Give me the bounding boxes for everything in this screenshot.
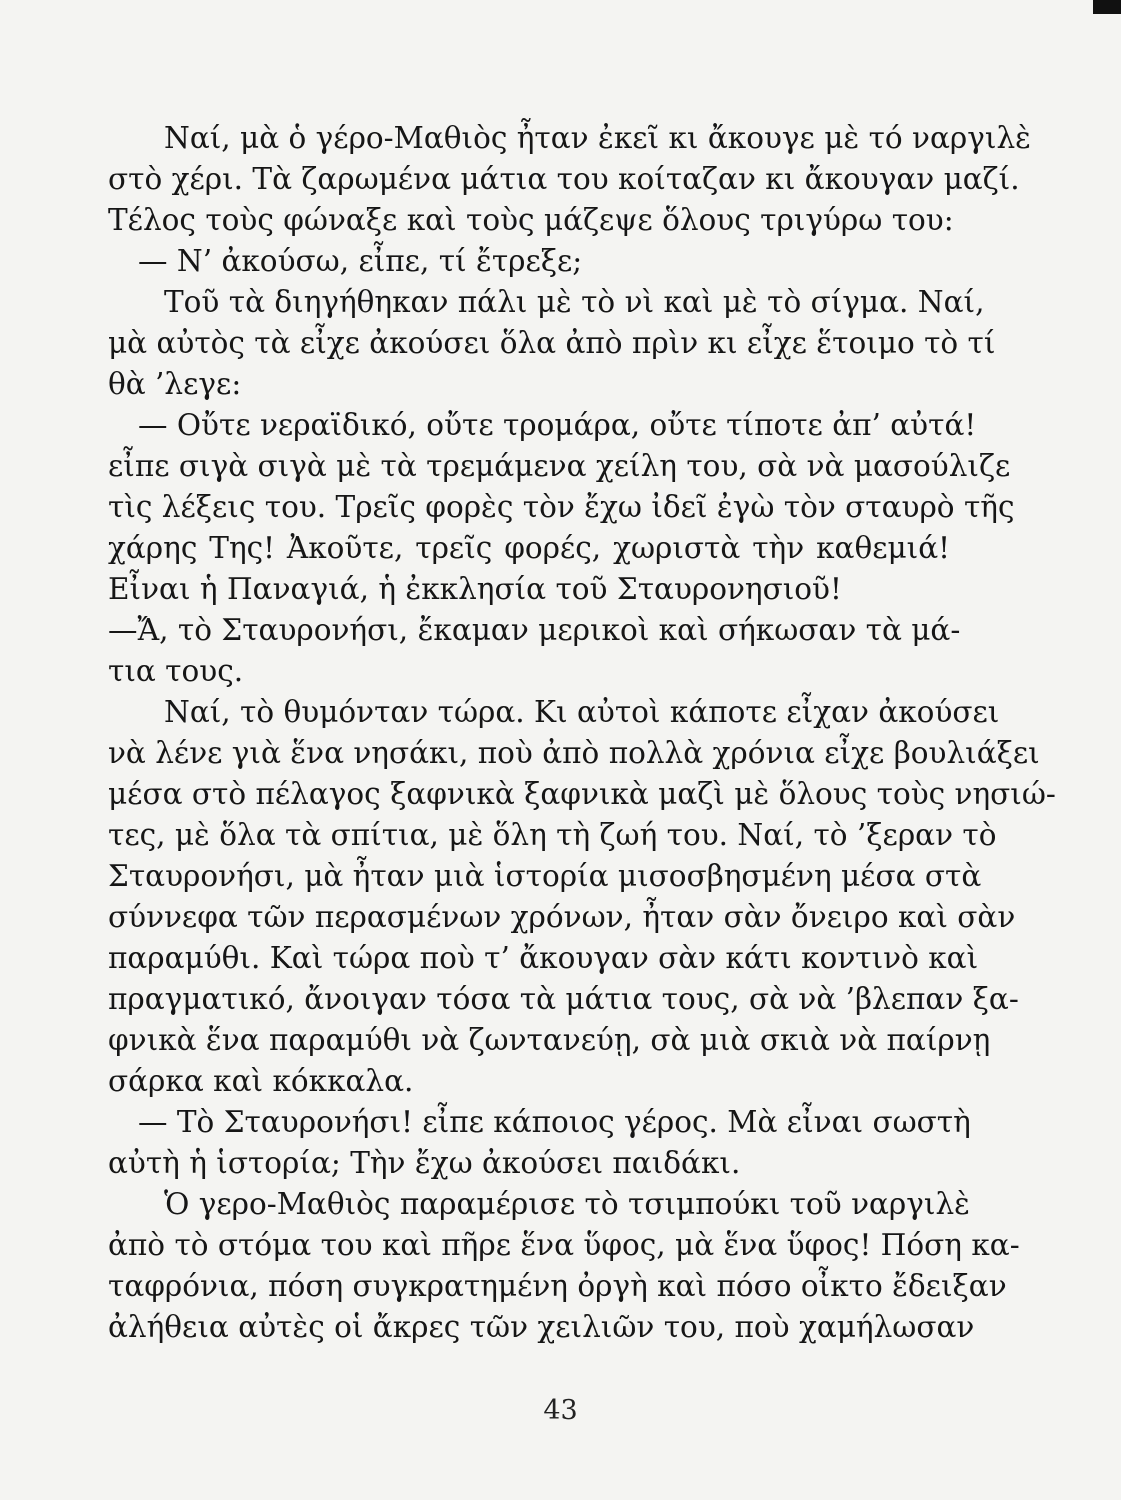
text-line: θὰ ’λεγε: — [108, 367, 242, 401]
text-line: — Ν’ ἀκούσω, εἶπε, τί ἔτρεξε; — [138, 244, 583, 278]
text-line: τες, μὲ ὅλα τὰ σπίτια, μὲ ὅλη τὴ ζωή του. Ναί, τὸ ’ξεραν τὸ — [108, 818, 997, 852]
text-line: Τοῦ τὰ διηγήθηκαν πάλι μὲ τὸ νὶ καὶ μὲ τὸ σίγμα. Ναί, — [164, 285, 985, 319]
text-line: στὸ χέρι. Τὰ ζαρωμένα μάτια του κοίταζαν κι ἄκουγαν μαζί. — [108, 162, 1020, 196]
text-line: σάρκα καὶ κόκκαλα. — [108, 1064, 414, 1098]
text-line: σύννεφα τῶν περασμένων χρόνων, ἦταν σὰν ὄνειρο καὶ σὰν — [108, 900, 1016, 934]
body-text — [108, 118, 1056, 1348]
text-line: Τέλος τοὺς φώναξε καὶ τοὺς μάζεψε ὅλους τριγύρω του: — [108, 203, 954, 237]
text-line: —Ἄ, τὸ Σταυρονήσι, ἔκαμαν μερικοὶ καὶ σήκωσαν τὰ μά- — [108, 613, 961, 647]
text-line: — Τὸ Σταυρονήσι! εἶπε κάποιος γέρος. Μὰ εἶναι σωστὴ — [138, 1105, 971, 1139]
text-line: ταφρόνια, πόση συγκρατημένη ὀργὴ καὶ πόσο οἶκτο ἔδειξαν — [108, 1269, 1007, 1303]
text-line: Σταυρονήσι, μὰ ἦταν μιὰ ἱστορία μισοσβησμένη μέσα στὰ — [108, 859, 982, 893]
text-line: Ναί, μὰ ὁ γέρο-Μαθιὸς ἦταν ἐκεῖ κι ἄκουγε μὲ τό ναργιλὲ — [164, 121, 1031, 155]
text-line: νὰ λένε γιὰ ἕνα νησάκι, ποὺ ἀπὸ πολλὰ χρόνια εἶχε βουλιάξει — [108, 736, 1040, 770]
text-line: τὶς λέξεις του. Τρεῖς φορὲς τὸν ἔχω ἰδεῖ ἐγὼ τὸν σταυρὸ τῆς — [108, 490, 1015, 524]
text-line: αὐτὴ ἡ ἱστορία; Τὴν ἔχω ἀκούσει παιδάκι. — [108, 1146, 741, 1180]
text-line: τια τους. — [108, 654, 244, 688]
text-line: χάρης Της! Ἀκοῦτε, τρεῖς φορές, χωριστὰ τὴν καθεμιά! — [108, 531, 950, 565]
text-line: παραμύθι. Καὶ τώρα ποὺ τ’ ἄκουγαν σὰν κάτι κοντινὸ καὶ — [108, 941, 979, 975]
text-line: Ναί, τὸ θυμόνταν τώρα. Κι αὐτοὶ κάποτε εἶχαν ἀκούσει — [164, 695, 1000, 729]
text-line: μέσα στὸ πέλαγος ξαφνικὰ ξαφνικὰ μαζὶ μὲ ὅλους τοὺς νησιώ- — [108, 777, 1056, 811]
text-line: Ὁ γερο-Μαθιὸς παραμέρισε τὸ τσιμπούκι τοῦ ναργιλὲ — [164, 1187, 970, 1221]
text-line: φνικὰ ἕνα παραμύθι νὰ ζωντανεύῃ, σὰ μιὰ σκιὰ νὰ παίρνῃ — [108, 1023, 991, 1057]
page-number: 43 — [543, 1395, 578, 1426]
text-line: Εἶναι ἡ Παναγιά, ἡ ἐκκλησία τοῦ Σταυρονησιοῦ! — [108, 572, 842, 606]
text-line: ἀλήθεια αὐτὲς οἱ ἄκρες τῶν χειλιῶν του, ποὺ χαμήλωσαν — [108, 1310, 975, 1344]
text-line: πραγματικό, ἄνοιγαν τόσα τὰ μάτια τους, σὰ νὰ ’βλεπαν ξα- — [108, 982, 1019, 1016]
scan-corner-mark — [1093, 0, 1121, 14]
text-line: εἶπε σιγὰ σιγὰ μὲ τὰ τρεμάμενα χείλη του, σὰ νὰ μασούλιζε — [108, 449, 1011, 483]
text-line: — Οὔτε νεραϊδικό, οὔτε τρομάρα, οὔτε τίποτε ἀπ’ αὐτά! — [138, 408, 977, 442]
text-line: μὰ αὐτὸς τὰ εἶχε ἀκούσει ὅλα ἀπὸ πρὶν κι εἶχε ἕτοιμο τὸ τί — [108, 326, 996, 360]
text-line: ἀπὸ τὸ στόμα του καὶ πῆρε ἕνα ὕφος, μὰ ἕνα ὕφος! Πόση κα- — [108, 1228, 1020, 1262]
